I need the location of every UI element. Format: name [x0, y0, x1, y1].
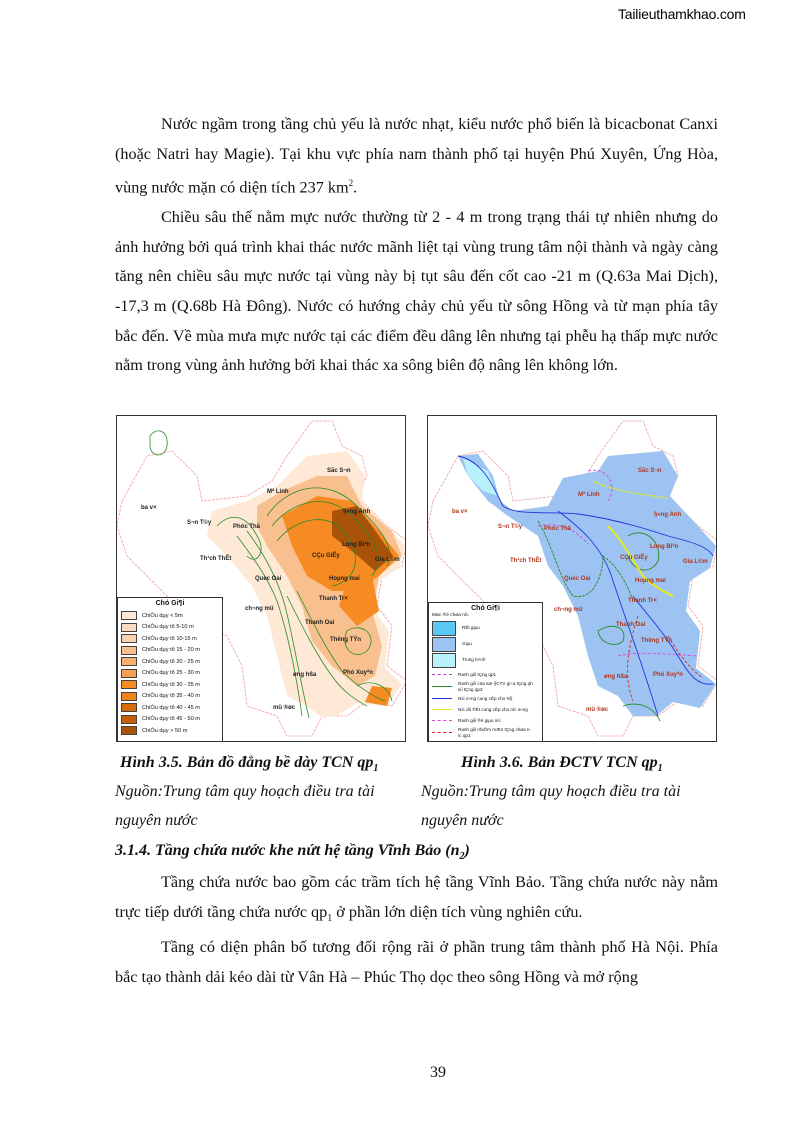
place-label: ba v× — [141, 505, 157, 511]
place-label: Thanh Tr× — [628, 598, 657, 604]
place-label: §«ng Anh — [654, 512, 682, 518]
legend-swatch — [121, 634, 137, 643]
figure-caption-3-5 — [120, 754, 378, 774]
body-text-bottom — [115, 868, 718, 993]
body-text-top — [115, 110, 718, 381]
place-label: Phó Xuyªn — [653, 672, 683, 678]
watermark: Tailieuthamkhao.com — [618, 6, 746, 22]
legend-item — [118, 725, 222, 737]
legend-label: ChiÒu dµy tõ 35 - 40 m — [142, 693, 200, 700]
legend-item — [429, 620, 542, 636]
subscript: 2 — [459, 851, 465, 863]
place-label: Thêng TÝn — [641, 638, 672, 644]
legend-item — [118, 610, 222, 622]
legend-line-symbol — [432, 720, 452, 721]
place-label: §«ng Anh — [343, 509, 371, 515]
legend-item — [429, 727, 542, 738]
legend-label: ChiÒu dµy tõ 30 - 35 m — [142, 681, 200, 688]
legend-label: Giµu — [462, 641, 472, 647]
figure-source: nguyên nước — [115, 812, 198, 829]
paragraph-text: Tầng chứa nước bao gồm các trầm tích hệ tầng Vĩnh Bảo. Tầng chứa nước này nằm trực tiếp dưới tầng chứa nước qp — [115, 873, 718, 921]
place-label: Mª Linh — [578, 492, 600, 498]
legend-subtitle: Møc ®é chøa níc — [432, 613, 469, 618]
legend-swatch — [121, 680, 137, 689]
paragraph — [115, 110, 718, 203]
legend-label: ChiÒu dµy tõ 5-10 m — [142, 624, 194, 631]
hydrogeology-map — [427, 415, 717, 742]
place-label: Hoµng mai — [329, 576, 360, 582]
place-label: S¬n T©y — [187, 520, 212, 526]
subscript: 1 — [657, 763, 663, 775]
place-label: mü ®øc — [273, 705, 296, 711]
legend-item — [118, 645, 222, 657]
place-label: ch¬ng mü — [245, 606, 274, 612]
legend-label: ChiÒu dµy tõ 25 - 30 m — [142, 670, 200, 677]
place-label: Thanh Tr× — [319, 596, 348, 602]
legend-swatch — [432, 637, 456, 652]
legend-swatch — [121, 726, 137, 735]
legend-swatch — [121, 623, 137, 632]
heading-text: 3.1.4. Tầng chứa nước khe nứt hệ tầng Vĩnh Bảo (n — [115, 842, 460, 859]
place-label: Quèc Oai — [255, 576, 282, 582]
place-label: Quèc Oai — [564, 576, 591, 582]
place-label: øng hßa — [293, 672, 317, 678]
legend-item — [118, 679, 222, 691]
legend-item — [429, 705, 542, 714]
place-label: Mª Linh — [267, 489, 289, 495]
place-label: S¬n T©y — [498, 524, 523, 530]
thickness-map — [116, 415, 406, 742]
figure-caption-3-6 — [461, 754, 663, 774]
map-legend — [117, 597, 223, 742]
paragraph: Chiều sâu thế nằm mực nước thường từ 2 - 4 m trong trạng thái tự nhiên nhưng do ảnh hưởng bởi quá trình khai thác nước mãnh liệt tại vùng trung tâm nội thành và ngày càng tăng nên chiều sâu mực nước tại vùng này bị tụt sâu đến cốt cao -21 m (Q.63a Mai Dịch), -17,3 m (Q.68b Hà Đông). Nước có hướng chảy chủ yếu từ sông Hồng và từ mạn phía tây bắc đến. Về mùa mưa mực nước tại các điểm đều dâng lên nhưng tại phễu hạ thấp mực nước nằm trong vùng ảnh hưởng bởi khai thác xa sông biên độ nâng lên không lớn. — [115, 208, 718, 375]
caption-text: Hình 3.6. Bản ĐCTV TCN qp — [461, 754, 658, 771]
place-label: Phóc Thä — [233, 524, 261, 530]
legend-label: ChiÒu dµy tõ 15 - 20 m — [142, 647, 200, 654]
legend-title: Chó Gi¶i — [471, 605, 500, 612]
figure-source: Nguồn:Trung tâm quy hoạch điều tra tài — [421, 783, 681, 800]
legend-label: ChiÒu dµy tõ 40 - 45 m — [142, 704, 200, 711]
legend-item — [429, 694, 542, 703]
place-label: ba v× — [452, 509, 468, 515]
figure-source: Nguồn:Trung tâm quy hoạch điều tra tài — [115, 783, 375, 800]
paragraph-text: ở phần lớn diện tích vùng nghiên cứu. — [332, 902, 583, 921]
place-label: Sãc S¬n — [638, 468, 662, 474]
legend-label: Ranh giíi nhiÔm mÆn tÇng chøa níc qp1 — [458, 727, 532, 738]
paragraph: Tầng có diện phân bố tương đối rộng rãi ở phần trung tâm thành phố Hà Nội. Phía bắc tạo thành dải kéo dài từ Vân Hà – Phúc Thọ dọc theo sông Hồng và mở rộng — [115, 938, 718, 987]
legend-label: Níc s«ng cung cÊp cho N§ — [458, 695, 513, 701]
legend-item — [118, 656, 222, 668]
legend-item — [118, 622, 222, 634]
punct: . — [353, 178, 358, 197]
legend-item — [429, 652, 542, 668]
place-label: Phóc Thä — [544, 526, 572, 532]
legend-label: ChiÒu dµy tõ 45 - 50 m — [142, 716, 200, 723]
place-label: Thanh Oai — [305, 620, 335, 626]
legend-label: ChiÒu dµy > 50 m — [142, 727, 188, 734]
legend-label: Ranh giíi ®é giµu níc — [458, 717, 501, 723]
legend-swatch — [121, 715, 137, 724]
place-label: øng hßa — [604, 674, 628, 680]
place-label: Long Biªn — [342, 542, 371, 548]
legend-swatch — [121, 611, 137, 620]
place-label: mü ®øc — [586, 707, 609, 713]
legend-item — [118, 633, 222, 645]
legend-line-symbol — [432, 732, 452, 733]
place-label: Th¹ch ThÊt — [200, 556, 232, 562]
subscript: 1 — [327, 912, 333, 924]
subscript: 1 — [373, 763, 379, 775]
place-label: ch¬ng mü — [554, 607, 583, 613]
legend-label: Trung b×nh — [462, 657, 486, 663]
legend-label: Níc díi ®Êt cung cÊp cho níc s«ng — [458, 706, 528, 712]
legend-item — [429, 716, 542, 725]
legend-swatch — [121, 646, 137, 655]
legend-item — [118, 691, 222, 703]
legend-line-symbol — [432, 674, 452, 675]
legend-item — [429, 636, 542, 652]
place-label: Thanh Oai — [616, 622, 646, 628]
place-label: Hoµng mai — [635, 578, 666, 584]
place-label: CÇu GiÊy — [620, 555, 648, 561]
legend-swatch — [432, 653, 456, 668]
legend-label: ChiÒu dµy tõ 20 - 25 m — [142, 658, 200, 665]
legend-swatch — [432, 621, 456, 636]
legend-label: ChiÒu dµy < 5m — [142, 612, 183, 619]
superscript: 2 — [348, 178, 354, 189]
place-label: Th¹ch ThÊt — [510, 558, 542, 564]
legend-swatch — [121, 692, 137, 701]
place-label: Long Biªn — [650, 544, 679, 550]
section-heading — [115, 842, 470, 862]
map-legend — [428, 602, 543, 742]
figure-source: nguyên nước — [421, 812, 504, 829]
legend-item — [429, 681, 542, 692]
legend-line-symbol — [432, 709, 452, 710]
legend-swatch — [121, 657, 137, 666]
legend-label: Ranh giíi tÇng qp1 — [458, 671, 497, 677]
legend-swatch — [121, 703, 137, 712]
legend-label: ChiÒu dµy tõ 10-15 m — [142, 635, 197, 642]
legend-swatch — [121, 669, 137, 678]
place-label: CÇu GiÊy — [312, 553, 340, 559]
heading-text: ) — [464, 842, 470, 859]
caption-text: Hình 3.5. Bản đồ đẳng bề dày TCN qp — [120, 754, 374, 771]
place-label: Gia L©m — [683, 559, 708, 565]
legend-label: RÊt giµu — [462, 625, 480, 631]
place-label: Sãc S¬n — [327, 468, 351, 474]
legend-line-symbol — [432, 698, 452, 699]
place-label: Gia L©m — [375, 557, 400, 563]
page-number: 39 — [430, 1064, 446, 1081]
paragraph-text: Nước ngầm trong tầng chủ yếu là nước nhạt, kiểu nước phổ biến là bicacbonat Canxi (hoặc Natri hay Magie). Tại khu vực phía nam thành phố tại huyện Phú Xuyên, Ứng Hòa, vùng nước mặn có diện tích 237 km — [115, 115, 718, 197]
legend-item — [118, 668, 222, 680]
legend-item — [118, 702, 222, 714]
place-label: Phó Xuyªn — [343, 670, 373, 676]
legend-item — [118, 714, 222, 726]
place-label: Thêng TÝn — [330, 637, 361, 643]
legend-label: Ranh giíi cöa sæ §CTV gi÷a tÇng qh víi tÇng qp2 — [458, 681, 533, 692]
legend-item — [429, 670, 542, 679]
paragraph — [115, 868, 718, 933]
legend-title: Chó Gi¶i — [155, 600, 185, 607]
legend-line-symbol — [432, 686, 452, 687]
